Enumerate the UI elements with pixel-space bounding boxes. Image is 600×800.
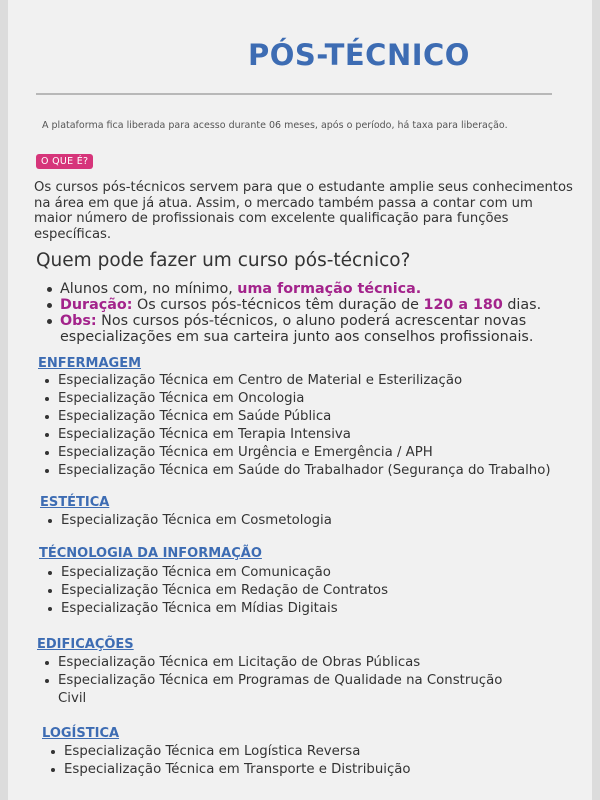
section-list-edificacoes xyxy=(44,654,514,708)
title-divider xyxy=(36,93,552,95)
section-list-logistica xyxy=(50,743,570,779)
section-list-ti xyxy=(47,564,567,618)
section-list-enfermagem xyxy=(44,372,584,480)
who-can-heading: Quem pode fazer um curso pós-técnico? xyxy=(36,250,411,271)
section-title-estetica: ESTÉTICA xyxy=(40,495,110,510)
section-list-estetica xyxy=(47,512,567,530)
duration-text: Os cursos pós-técnicos têm duração de xyxy=(136,297,419,313)
list-item: Especialização Técnica em Comunicação xyxy=(47,564,567,582)
duration-unit: dias. xyxy=(507,297,542,313)
list-item xyxy=(44,281,574,297)
list-item: Especialização Técnica em Urgência e Emergência / APH xyxy=(44,444,584,462)
list-item: Especialização Técnica em Redação de Contratos xyxy=(47,582,567,600)
intro-paragraph: Os cursos pós-técnicos servem para que o estudante amplie seus conhecimentos na área em que já atua. Assim, o mercado também passa a contar com um maior número de profissionais com excelente qualificação para funções específicas. xyxy=(34,180,573,242)
section-title-enfermagem: ENFERMAGEM xyxy=(38,356,142,371)
page-title: PÓS-TÉCNICO xyxy=(248,38,470,72)
section-title-logistica: LOGÍSTICA xyxy=(42,726,120,741)
list-item: Especialização Técnica em Logística Reversa xyxy=(50,743,570,761)
eligibility-highlight: uma formação técnica. xyxy=(237,281,422,297)
duration-range: 120 a 180 xyxy=(423,297,503,313)
list-item: Especialização Técnica em Saúde do Trabalhador (Segurança do Trabalho) xyxy=(44,462,584,480)
list-item: Especialização Técnica em Oncologia xyxy=(44,390,584,408)
eligibility-text: Alunos com, no mínimo, xyxy=(60,281,233,297)
list-item: Especialização Técnica em Licitação de Obras Públicas xyxy=(44,654,514,672)
list-item: Especialização Técnica em Transporte e Distribuição xyxy=(50,761,570,779)
list-item: Especialização Técnica em Mídias Digitais xyxy=(47,600,567,618)
list-item: Especialização Técnica em Saúde Pública xyxy=(44,408,584,426)
list-item xyxy=(44,313,574,345)
what-is-badge: O QUE É? xyxy=(36,154,93,169)
section-title-edificacoes: EDIFICAÇÕES xyxy=(37,637,134,652)
section-title-ti: TÉCNOLOGIA DA INFORMAÇÃO xyxy=(39,546,262,561)
list-item: Especialização Técnica em Programas de Qualidade na Construção Civil xyxy=(44,672,514,708)
list-item xyxy=(44,297,574,313)
list-item: Especialização Técnica em Terapia Intensiva xyxy=(44,426,584,444)
obs-text: Nos cursos pós-técnicos, o aluno poderá acrescentar novas especializações em sua carteira junto aos conselhos profissionais. xyxy=(60,313,534,345)
duration-label: Duração: xyxy=(60,297,133,313)
access-notice: A plataforma fica liberada para acesso durante 06 meses, após o período, há taxa para liberação. xyxy=(42,120,508,131)
obs-label: Obs: xyxy=(60,313,97,329)
list-item: Especialização Técnica em Cosmetologia xyxy=(47,512,567,530)
document-page xyxy=(8,0,592,800)
eligibility-list xyxy=(44,281,574,345)
list-item: Especialização Técnica em Centro de Material e Esterilização xyxy=(44,372,584,390)
